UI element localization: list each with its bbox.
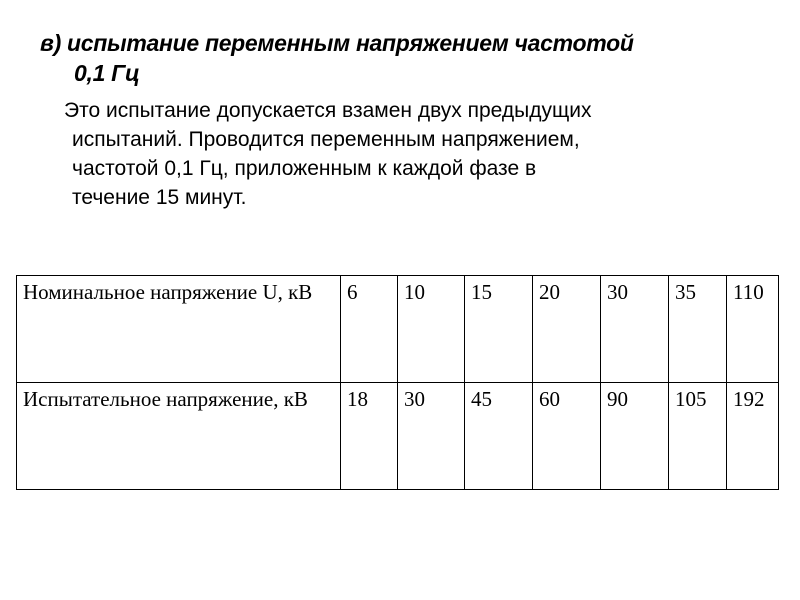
description-paragraph — [64, 96, 784, 212]
paragraph-line: частотой 0,1 Гц, приложенным к каждой фазе в — [72, 157, 537, 180]
table-row-test — [17, 383, 779, 490]
table-row-nominal — [17, 276, 779, 383]
paragraph-line: Это испытание допускается взамен двух предыдущих — [64, 99, 592, 122]
table-cell: 90 — [601, 383, 669, 490]
paragraph-line: течение 15 минут. — [72, 186, 247, 209]
table-cell: 192 — [727, 383, 779, 490]
table-cell: 110 — [727, 276, 779, 383]
table-cell: 10 — [398, 276, 465, 383]
table-cell: 6 — [341, 276, 398, 383]
table-cell: 20 — [533, 276, 601, 383]
voltage-table — [16, 275, 779, 490]
table-cell: 30 — [601, 276, 669, 383]
table-cell: 18 — [341, 383, 398, 490]
heading-line-2: 0,1 Гц — [74, 60, 140, 86]
table-cell: 60 — [533, 383, 601, 490]
row-label: Испытательное напряжение, кВ — [17, 383, 341, 490]
section-heading — [40, 28, 780, 88]
table-cell: 105 — [669, 383, 727, 490]
table-cell: 45 — [465, 383, 533, 490]
heading-line-1: в) испытание переменным напряжением частотой — [40, 30, 634, 56]
paragraph-line: испытаний. Проводится переменным напряжением, — [72, 128, 580, 151]
table-cell: 15 — [465, 276, 533, 383]
table-cell: 35 — [669, 276, 727, 383]
table-cell: 30 — [398, 383, 465, 490]
row-label: Номинальное напряжение U, кВ — [17, 276, 341, 383]
